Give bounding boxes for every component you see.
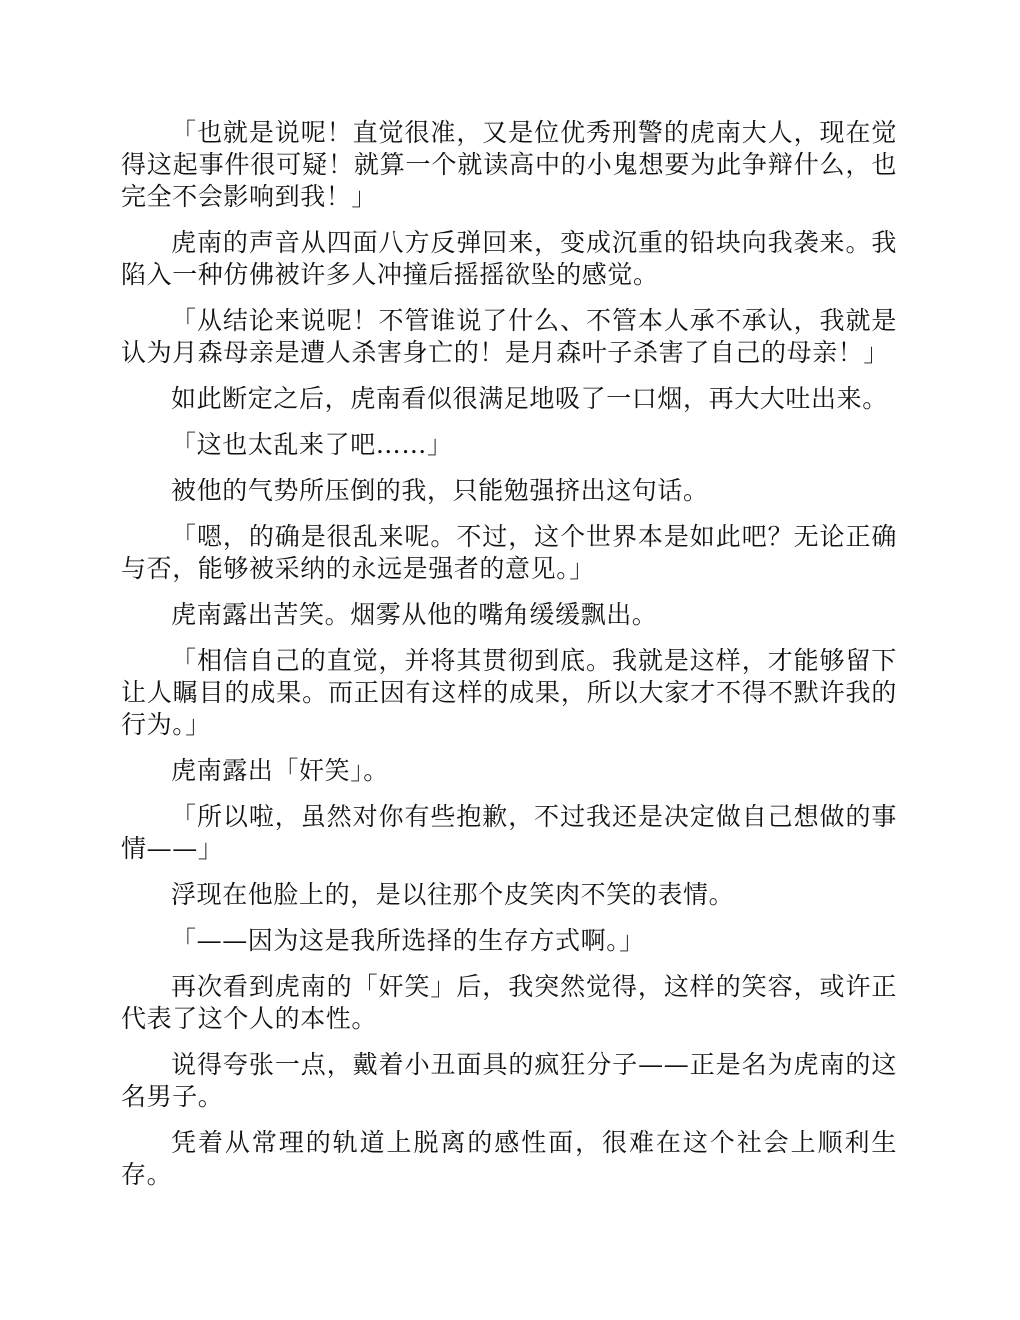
paragraph: 虎南露出苦笑。烟雾从他的嘴角缓缓飘出。 [171, 600, 658, 629]
paragraph: 说得夸张一点，戴着小丑面具的疯狂分子——正是名为虎南的这名男子。 [121, 1050, 897, 1111]
paragraph: 「相信自己的直觉，并将其贯彻到底。我就是这样，才能够留下让人瞩目的成果。而正因有这样的成果，所以大家才不得不默许我的行为。」 [121, 646, 897, 739]
paragraph: 被他的气势所压倒的我，只能勉强挤出这句话。 [171, 476, 709, 505]
paragraph: 「——因为这是我所选择的生存方式啊。」 [171, 926, 645, 955]
paragraph: 浮现在他脸上的，是以往那个皮笑肉不笑的表情。 [171, 880, 735, 909]
paragraph: 「嗯，的确是很乱来呢。不过，这个世界本是如此吧？无论正确与否，能够被采纳的永远是强者的意见。」 [121, 522, 897, 583]
document-page [121, 117, 897, 1205]
paragraph: 「所以啦，虽然对你有些抱歉，不过我还是决定做自己想做的事情——」 [121, 802, 897, 863]
paragraph: 「从结论来说呢！不管谁说了什么、不管本人承不承认，我就是认为月森母亲是遭人杀害身亡的！是月森叶子杀害了自己的母亲！」 [121, 306, 897, 367]
paragraph: 虎南的声音从四面八方反弹回来，变成沉重的铅块向我袭来。我陷入一种仿佛被许多人冲撞后摇摇欲坠的感觉。 [121, 228, 897, 289]
paragraph: 再次看到虎南的「奸笑」后，我突然觉得，这样的笑容，或许正代表了这个人的本性。 [121, 972, 897, 1033]
paragraph: 「这也太乱来了吧……」 [171, 430, 453, 459]
paragraph: 如此断定之后，虎南看似很满足地吸了一口烟，再大大吐出来。 [171, 384, 888, 413]
paragraph: 虎南露出「奸笑」。 [171, 756, 389, 785]
paragraph: 「也就是说呢！直觉很准，又是位优秀刑警的虎南大人，现在觉得这起事件很可疑！就算一个就读高中的小鬼想要为此争辩什么，也完全不会影响到我！」 [121, 118, 897, 211]
paragraph: 凭着从常理的轨道上脱离的感性面，很难在这个社会上顺利生存。 [121, 1128, 897, 1189]
